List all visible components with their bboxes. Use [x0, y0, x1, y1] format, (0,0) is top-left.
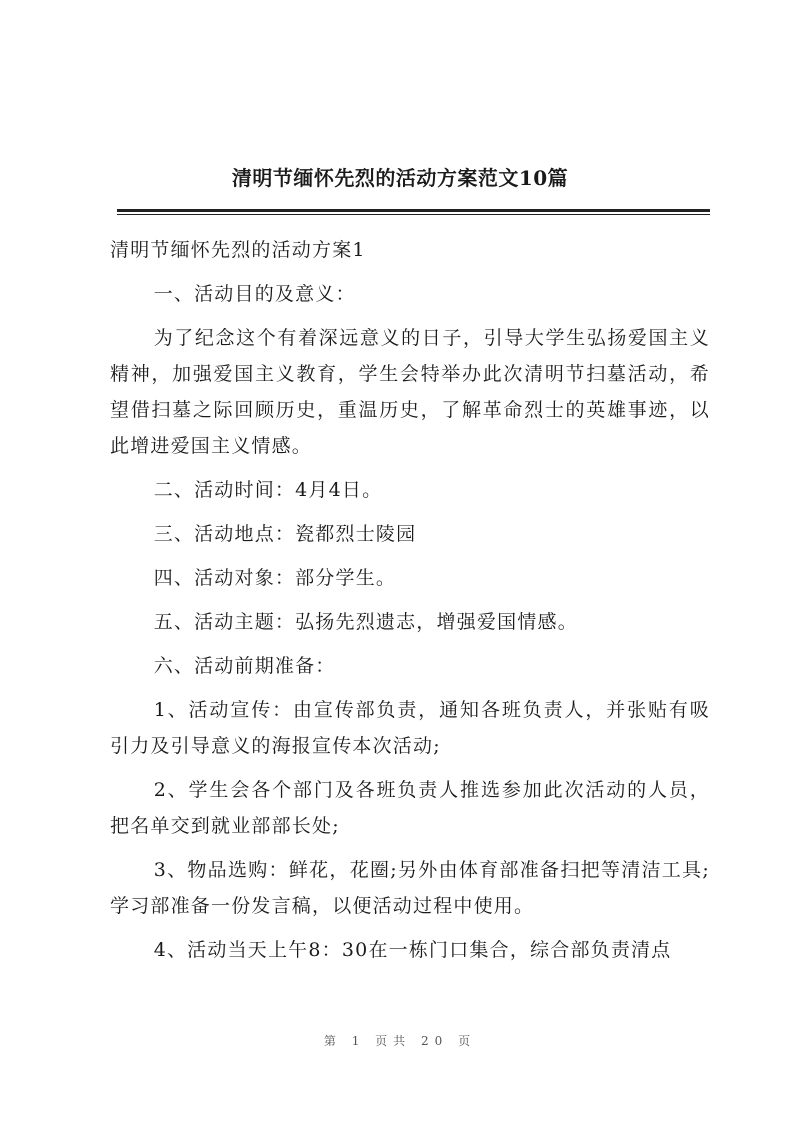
section-title: 清明节缅怀先烈的活动方案1 [110, 239, 366, 261]
paragraph: 为了纪念这个有着深远意义的日子，引导大学生弘扬爱国主义精神，加强爱国主义教育，学生会特举办此次清明节扫墓活动，希望借扫墓之际回顾历史，重温历史，了解革命烈士的英雄事迹，以此增进爱国主义情感。 [110, 327, 710, 457]
document-title: 清明节缅怀先烈的活动方案范文10篇 [231, 166, 569, 190]
paragraph: 2、学生会各个部门及各班负责人推选参加此次活动的人员，把名单交到就业部部长处; [110, 779, 710, 837]
paragraph: 二、活动时间：4月4日。 [153, 479, 383, 501]
title-divider [117, 209, 710, 215]
paragraph: 六、活动前期准备： [153, 655, 336, 677]
paragraph: 一、活动目的及意义： [153, 283, 356, 305]
page-number-footer: 第 1 页共 20 页 [323, 1034, 477, 1048]
paragraph: 四、活动对象：部分学生。 [153, 567, 397, 589]
document-body [110, 232, 710, 976]
paragraph: 1、活动宣传：由宣传部负责，通知各班负责人，并张贴有吸引力及引导意义的海报宣传本次活动; [110, 699, 710, 757]
paragraph: 3、物品选购：鲜花，花圈;另外由体育部准备扫把等清洁工具;学习部准备一份发言稿，以便活动过程中使用。 [110, 859, 710, 917]
paragraph: 五、活动主题：弘扬先烈遗志，增强爱国情感。 [153, 611, 578, 633]
paragraph: 4、活动当天上午8：30在一栋门口集合，综合部负责清点 [153, 939, 672, 961]
paragraph: 三、活动地点：瓷都烈士陵园 [153, 523, 417, 545]
